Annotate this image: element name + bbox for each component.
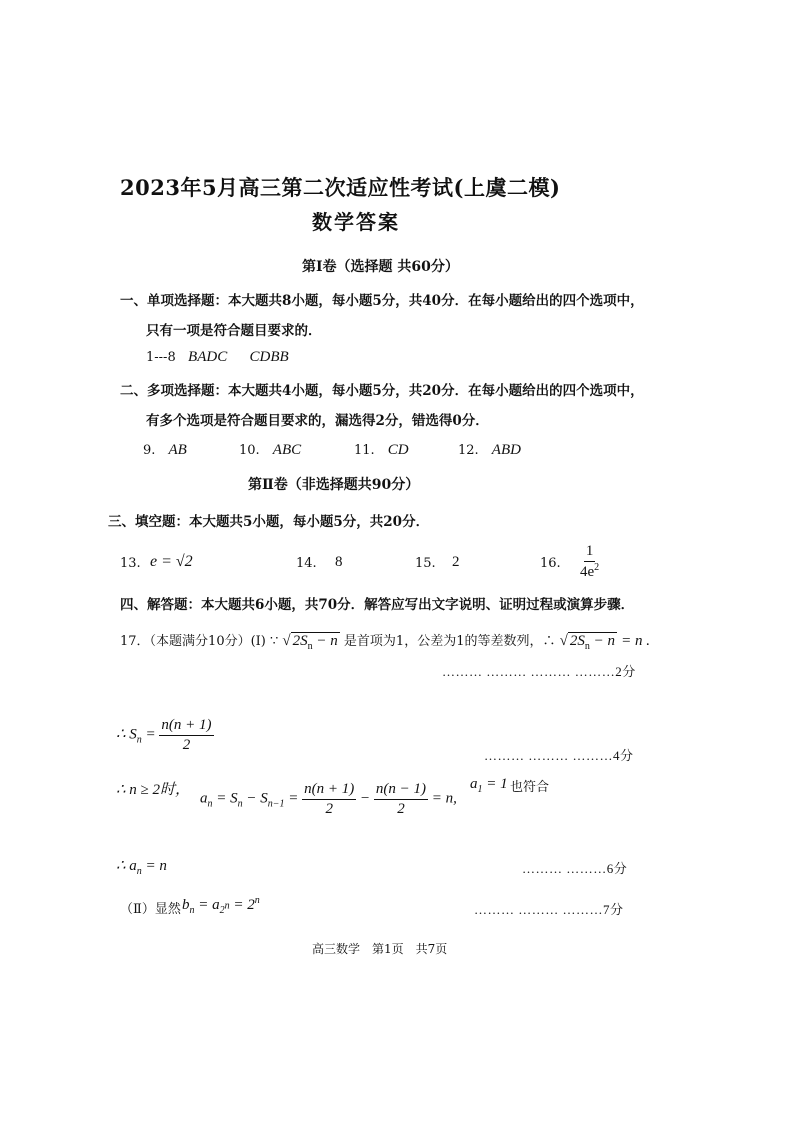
single-choice-heading: 一、单项选择题：本大题共8小题，每小题5分，共40分．在每小题给出的四个选项中， [120, 293, 644, 309]
also-fit: 也符合 [510, 780, 550, 795]
q14-answer: 8 [335, 554, 343, 570]
q17-sqrt-2-tail: − n [589, 633, 615, 649]
an-derivation: $a_n = S_n - S_{n-1}$ = $\frac{n(n + 1)}{2}$ − $\frac{n(n - 1)}{2}$ = n, [200, 781, 457, 817]
q16-den-exp: 2 [594, 561, 600, 573]
multi-choice-heading-line2: 有多个选项是符合题目要求的，漏选得2分，错选得0分． [146, 413, 489, 429]
n-ge-2: ∴ n ≥ 2时， [116, 782, 191, 798]
score-2: ……… ……… ……… ………2分 [442, 664, 636, 679]
q16-answer [578, 542, 601, 582]
solve-heading: 四、解答题：本大题共6小题，共70分．解答应写出文字说明、证明过程或演算步骤． [120, 597, 635, 613]
q17-sqrt-1-body: 2S [292, 633, 308, 649]
an-conclusion-rhs: = n [141, 858, 167, 874]
an-end: = n [431, 790, 454, 807]
multi-choice-item [354, 439, 409, 459]
single-choice-heading-line2: 只有一项是符合题目要求的． [146, 323, 322, 339]
q14-num: 14. [296, 556, 317, 571]
bn-end: = 2 [229, 897, 255, 913]
page-subtitle: 数学答案 [312, 210, 400, 234]
score-7: ……… ……… ………7分 [474, 902, 624, 917]
page-footer: 高三数学 第1页 共7页 [312, 942, 448, 956]
bn-mid: = a [194, 897, 220, 913]
part1-heading: 第Ⅰ卷（选择题 共60分） [302, 259, 459, 275]
page-title: 2023年5月高三第二次适应性考试(上虞二模) [120, 175, 561, 200]
part2-label: （Ⅱ）显然 [120, 902, 181, 917]
sn-denominator: 2 [182, 736, 191, 753]
multi-choice-item [458, 439, 521, 459]
sn-lhs: ∴ S [116, 726, 137, 743]
multi-choice-heading: 二、多项选择题：本大题共4小题，每小题5分，共20分．在每小题给出的四个选项中， [120, 383, 644, 399]
q17-mid: 是首项为1，公差为1的等差数列，∴ [343, 634, 556, 649]
q17-eq-end: = n . [621, 633, 650, 649]
q16-numerator: 1 [584, 542, 596, 562]
multi-choice-answer: CD [387, 442, 409, 458]
bn-expr: $b_n = a_{2^n} = 2^n$ [182, 895, 260, 916]
multi-choice-answer: ABD [491, 442, 521, 458]
multi-choice-item [239, 439, 301, 459]
frac2-numerator: n(n − 1) [374, 780, 428, 800]
single-choice-range: 1---8 [146, 350, 176, 365]
sn-numerator: n(n + 1) [159, 716, 213, 736]
an-lhs: a [200, 790, 208, 807]
q16-num: 16. [540, 556, 561, 571]
score-4: ……… ……… ………4分 [484, 748, 634, 763]
q17-line [120, 630, 650, 652]
q17-sqrt-2: √ $2S_n - n$ [559, 633, 615, 652]
frac1-denominator: 2 [325, 800, 333, 817]
multi-choice-answer: ABC [272, 442, 302, 458]
an-conclusion-lhs: ∴ a [116, 858, 137, 874]
single-choice-answers-a: BADC [188, 349, 228, 365]
a1-value: = 1 [482, 776, 508, 792]
multi-choice-num: 12. [458, 443, 479, 458]
q17-sqrt-1-tail: − n [312, 633, 338, 649]
part2-heading: 第Ⅱ卷（非选择题共90分） [248, 477, 420, 493]
q17-sqrt-2-body: 2S [569, 633, 585, 649]
single-choice-answers [146, 349, 289, 366]
an-mid: = S [212, 790, 238, 807]
q13-num: 13. [120, 556, 141, 571]
q15-answer: 2 [452, 554, 460, 570]
multi-choice-num: 10. [239, 443, 260, 458]
score-6: ……… ………6分 [522, 861, 628, 876]
sn-formula: ∴ $S_n$ = $\frac{n(n + 1)}{2}$ [116, 717, 212, 753]
q15-num: 15. [415, 556, 436, 571]
a1-check: $a_1 = 1$ [470, 776, 508, 795]
multi-choice-num: 11. [354, 443, 375, 458]
q17-intro: 17．（本题满分10分）(Ⅰ) ∵ [120, 634, 279, 649]
an-minus: − S [242, 790, 268, 807]
fill-heading: 三、填空题：本大题共5小题，每小题5分，共20分． [108, 514, 430, 530]
an-conclusion: ∴ $a_n = n$ [116, 858, 167, 877]
multi-choice-item [143, 439, 187, 459]
a1: a [470, 776, 478, 792]
frac1-numerator: n(n + 1) [302, 780, 356, 800]
single-choice-answers-b: CDBB [249, 349, 289, 365]
multi-choice-answer: AB [168, 442, 187, 458]
q13-answer: e = √2 [150, 553, 193, 570]
multi-choice-num: 9. [143, 443, 156, 458]
q16-denominator: 4e [580, 563, 595, 580]
bn: b [182, 897, 190, 913]
frac2-denominator: 2 [397, 800, 405, 817]
q17-sqrt-1: √ $2S_n - n$ [282, 633, 338, 652]
